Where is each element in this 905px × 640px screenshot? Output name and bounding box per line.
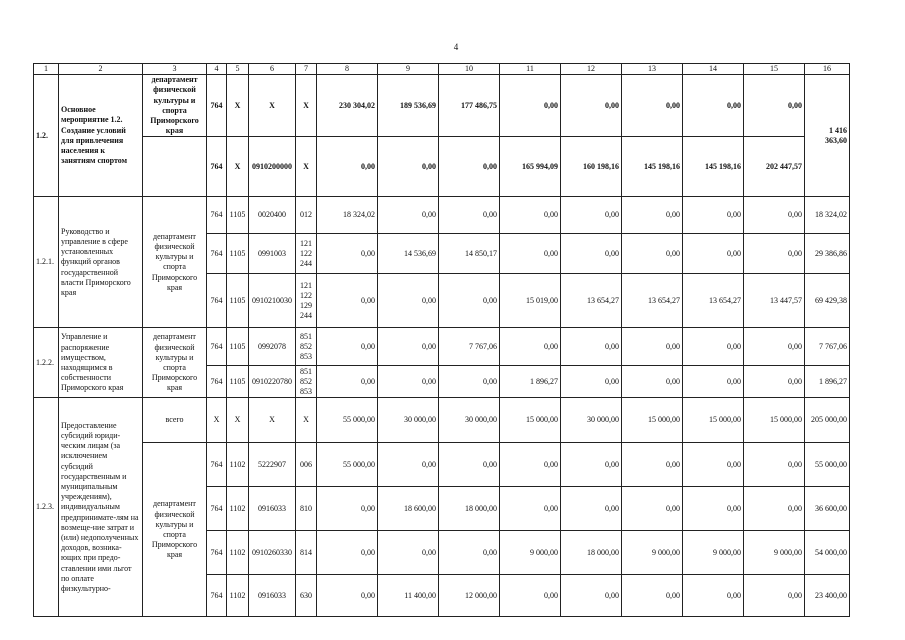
rzpr-cell: 1105 bbox=[227, 328, 249, 366]
vr-cell bbox=[296, 328, 317, 366]
vr-code: 244 bbox=[300, 259, 312, 269]
vr-code: 814 bbox=[300, 547, 312, 557]
grbs-cell: 764 bbox=[207, 443, 227, 487]
header-cell: 12 bbox=[561, 64, 622, 75]
value-cell: 18 000,00 bbox=[561, 531, 622, 575]
executor-cell: департамент физической культуры и спорта Приморского края bbox=[143, 197, 207, 328]
value-cell: 0,00 bbox=[683, 234, 744, 274]
item-number: 1.2.1. bbox=[34, 197, 59, 328]
grbs-cell: 764 bbox=[207, 575, 227, 617]
value-cell: 0,00 bbox=[561, 443, 622, 487]
grbs-cell: 764 bbox=[207, 75, 227, 137]
rzpr-cell: 1105 bbox=[227, 274, 249, 328]
value-cell: 0,00 bbox=[683, 575, 744, 617]
header-cell: 1 bbox=[34, 64, 59, 75]
value-cell: 0,00 bbox=[439, 197, 500, 234]
value-cell: 0,00 bbox=[317, 575, 378, 617]
vr-code: 122 bbox=[300, 248, 312, 258]
value-cell: 0,00 bbox=[317, 137, 378, 197]
value-cell: 0,00 bbox=[439, 137, 500, 197]
csr-cell: 0916033 bbox=[249, 487, 296, 531]
value-cell: 0,00 bbox=[317, 274, 378, 328]
executor-cell: департамент физической культуры и спорта Приморского края bbox=[143, 328, 207, 398]
vr-code: 121 bbox=[300, 238, 312, 248]
csr-cell: 0910210030 bbox=[249, 274, 296, 328]
csr-cell: 0910200000 bbox=[249, 137, 296, 197]
value-cell: 0,00 bbox=[317, 531, 378, 575]
value-cell: 15 000,00 bbox=[622, 398, 683, 443]
value-cell: 18 324,02 bbox=[317, 197, 378, 234]
grbs-cell: 764 bbox=[207, 197, 227, 234]
item-name: Предоставление субсидий юриди-ческим лицам (за исключением субсидий государственным и муниципальным учреждениям), индивидуальным предпринимате-лям на возмеще-ние затрат и (или) недополученных доходов, возника-ющих при предо-ставлении ими льгот по оплате физкультурно- bbox=[59, 398, 143, 617]
rzpr-cell: 1105 bbox=[227, 197, 249, 234]
value-cell: 55 000,00 bbox=[805, 443, 850, 487]
value-cell: 0,00 bbox=[683, 443, 744, 487]
value-cell: 0,00 bbox=[683, 366, 744, 398]
value-cell: 0,00 bbox=[500, 197, 561, 234]
value-cell: 0,00 bbox=[744, 328, 805, 366]
value-cell: 7 767,06 bbox=[439, 328, 500, 366]
value-cell: 145 198,16 bbox=[683, 137, 744, 197]
value-cell: 14 536,69 bbox=[378, 234, 439, 274]
value-cell: 23 400,00 bbox=[805, 575, 850, 617]
table-body bbox=[34, 64, 850, 617]
vr-code: 853 bbox=[300, 352, 312, 362]
value-cell: 160 198,16 bbox=[561, 137, 622, 197]
value-cell: 0,00 bbox=[744, 366, 805, 398]
value-cell: 0,00 bbox=[561, 234, 622, 274]
vr-code: 851 bbox=[300, 331, 312, 341]
value-cell: 0,00 bbox=[622, 366, 683, 398]
value-cell: 0,00 bbox=[561, 328, 622, 366]
value-cell: 0,00 bbox=[744, 575, 805, 617]
value-cell: 0,00 bbox=[500, 328, 561, 366]
vr-cell: X bbox=[296, 398, 317, 443]
vr-cell bbox=[296, 487, 317, 531]
value-cell: 15 000,00 bbox=[500, 398, 561, 443]
value-cell: 0,00 bbox=[622, 328, 683, 366]
item-name: Основное мероприятие 1.2. Создание условий для привлечения населения к занятиям спортом bbox=[59, 75, 143, 197]
rzpr-cell: 1105 bbox=[227, 234, 249, 274]
value-cell: 9 000,00 bbox=[500, 531, 561, 575]
value-cell: 18 000,00 bbox=[439, 487, 500, 531]
value-cell: 15 000,00 bbox=[744, 398, 805, 443]
value-cell: 0,00 bbox=[622, 197, 683, 234]
vr-code: 122 bbox=[300, 290, 312, 300]
rzpr-cell: 1102 bbox=[227, 443, 249, 487]
vr-cell: X bbox=[296, 137, 317, 197]
grbs-cell: 764 bbox=[207, 234, 227, 274]
table-row bbox=[34, 75, 850, 137]
value-cell: 0,00 bbox=[683, 197, 744, 234]
value-cell: 0,00 bbox=[561, 487, 622, 531]
table-row bbox=[34, 197, 850, 234]
value-cell: 0,00 bbox=[378, 328, 439, 366]
csr-cell: 0991003 bbox=[249, 234, 296, 274]
rzpr-cell: 1102 bbox=[227, 487, 249, 531]
executor-cell: департамент физической культуры и спорта Приморского края bbox=[143, 443, 207, 617]
value-cell: 14 850,17 bbox=[439, 234, 500, 274]
value-cell: 230 304,02 bbox=[317, 75, 378, 137]
total-cell: 1 416 363,60 bbox=[805, 75, 850, 197]
header-cell: 5 bbox=[227, 64, 249, 75]
grbs-cell: 764 bbox=[207, 328, 227, 366]
grbs-cell: 764 bbox=[207, 531, 227, 575]
value-cell: 0,00 bbox=[439, 443, 500, 487]
item-number: 1.2.2. bbox=[34, 328, 59, 398]
executor-cell: департамент физической культуры и спорта Приморского края bbox=[143, 75, 207, 137]
value-cell: 0,00 bbox=[744, 443, 805, 487]
value-cell: 0,00 bbox=[561, 575, 622, 617]
value-cell: 9 000,00 bbox=[683, 531, 744, 575]
item-number: 1.2.3. bbox=[34, 398, 59, 617]
vr-code: 006 bbox=[300, 459, 312, 469]
value-cell: 0,00 bbox=[622, 234, 683, 274]
item-name: Руководство и управление в сфере установленных функций органов государственной власти Приморского края bbox=[59, 197, 143, 328]
value-cell: 0,00 bbox=[683, 328, 744, 366]
value-cell: 0,00 bbox=[317, 366, 378, 398]
value-cell: 30 000,00 bbox=[561, 398, 622, 443]
header-cell: 10 bbox=[439, 64, 500, 75]
value-cell: 0,00 bbox=[622, 75, 683, 137]
table-row bbox=[34, 443, 850, 487]
value-cell: 18 600,00 bbox=[378, 487, 439, 531]
header-cell: 3 bbox=[143, 64, 207, 75]
vr-cell bbox=[296, 234, 317, 274]
grbs-cell: 764 bbox=[207, 274, 227, 328]
vr-code: 244 bbox=[300, 311, 312, 321]
executor-cell: всего bbox=[143, 398, 207, 443]
grbs-cell: 764 bbox=[207, 487, 227, 531]
rzpr-cell: 1105 bbox=[227, 366, 249, 398]
header-row bbox=[34, 64, 850, 75]
vr-code: 853 bbox=[300, 387, 312, 397]
value-cell: 0,00 bbox=[378, 197, 439, 234]
value-cell: 0,00 bbox=[500, 575, 561, 617]
value-cell: 15 000,00 bbox=[683, 398, 744, 443]
value-cell: 0,00 bbox=[439, 274, 500, 328]
value-cell: 18 324,02 bbox=[805, 197, 850, 234]
csr-cell: 0020400 bbox=[249, 197, 296, 234]
value-cell: 0,00 bbox=[622, 575, 683, 617]
value-cell: 0,00 bbox=[500, 487, 561, 531]
vr-code: 810 bbox=[300, 503, 312, 513]
value-cell: 0,00 bbox=[744, 487, 805, 531]
vr-code: 129 bbox=[300, 300, 312, 310]
table-row bbox=[34, 137, 850, 197]
value-cell: 11 400,00 bbox=[378, 575, 439, 617]
csr-cell: X bbox=[249, 75, 296, 137]
value-cell: 0,00 bbox=[622, 487, 683, 531]
vr-cell bbox=[296, 443, 317, 487]
value-cell: 13 654,27 bbox=[561, 274, 622, 328]
vr-code: 851 bbox=[300, 366, 312, 376]
value-cell: 0,00 bbox=[561, 75, 622, 137]
value-cell: 145 198,16 bbox=[622, 137, 683, 197]
value-cell: 0,00 bbox=[744, 234, 805, 274]
csr-cell: 0910220780 bbox=[249, 366, 296, 398]
value-cell: 202 447,57 bbox=[744, 137, 805, 197]
header-cell: 16 bbox=[805, 64, 850, 75]
rzpr-cell: X bbox=[227, 398, 249, 443]
header-cell: 8 bbox=[317, 64, 378, 75]
value-cell: 177 486,75 bbox=[439, 75, 500, 137]
vr-code: 852 bbox=[300, 341, 312, 351]
item-name: Управление и распоряжение имуществом, находящимся в собственности Приморского края bbox=[59, 328, 143, 398]
vr-code: 012 bbox=[300, 210, 312, 220]
value-cell: 7 767,06 bbox=[805, 328, 850, 366]
header-cell: 14 bbox=[683, 64, 744, 75]
rzpr-cell: 1102 bbox=[227, 531, 249, 575]
csr-cell: 0910260330 bbox=[249, 531, 296, 575]
header-cell: 9 bbox=[378, 64, 439, 75]
vr-cell bbox=[296, 366, 317, 398]
value-cell: 0,00 bbox=[378, 531, 439, 575]
value-cell: 0,00 bbox=[683, 487, 744, 531]
header-cell: 7 bbox=[296, 64, 317, 75]
value-cell: 0,00 bbox=[561, 366, 622, 398]
value-cell: 36 600,00 bbox=[805, 487, 850, 531]
grbs-cell: 764 bbox=[207, 137, 227, 197]
value-cell: 0,00 bbox=[683, 75, 744, 137]
table-row bbox=[34, 398, 850, 443]
value-cell: 69 429,38 bbox=[805, 274, 850, 328]
value-cell: 12 000,00 bbox=[439, 575, 500, 617]
value-cell: 0,00 bbox=[439, 366, 500, 398]
page-number: 4 bbox=[453, 42, 459, 52]
vr-cell bbox=[296, 531, 317, 575]
header-cell: 11 bbox=[500, 64, 561, 75]
grbs-cell: 764 bbox=[207, 366, 227, 398]
value-cell: 0,00 bbox=[439, 531, 500, 575]
value-cell: 9 000,00 bbox=[744, 531, 805, 575]
vr-cell bbox=[296, 575, 317, 617]
value-cell: 55 000,00 bbox=[317, 443, 378, 487]
value-cell: 0,00 bbox=[622, 443, 683, 487]
vr-cell bbox=[296, 274, 317, 328]
item-number: 1.2. bbox=[34, 75, 59, 197]
value-cell: 15 019,00 bbox=[500, 274, 561, 328]
value-cell: 13 654,27 bbox=[683, 274, 744, 328]
rzpr-cell: X bbox=[227, 137, 249, 197]
value-cell: 0,00 bbox=[378, 274, 439, 328]
csr-cell: X bbox=[249, 398, 296, 443]
value-cell: 13 654,27 bbox=[622, 274, 683, 328]
value-cell: 1 896,27 bbox=[805, 366, 850, 398]
rzpr-cell: 1102 bbox=[227, 575, 249, 617]
header-cell: 15 bbox=[744, 64, 805, 75]
budget-table bbox=[33, 63, 850, 617]
csr-cell: 5222907 bbox=[249, 443, 296, 487]
table-row bbox=[34, 328, 850, 366]
value-cell: 0,00 bbox=[500, 75, 561, 137]
csr-cell: 0992078 bbox=[249, 328, 296, 366]
vr-code: 852 bbox=[300, 376, 312, 386]
header-cell: 2 bbox=[59, 64, 143, 75]
rzpr-cell: X bbox=[227, 75, 249, 137]
header-cell: 4 bbox=[207, 64, 227, 75]
value-cell: 29 386,86 bbox=[805, 234, 850, 274]
value-cell: 0,00 bbox=[378, 137, 439, 197]
vr-cell: X bbox=[296, 75, 317, 137]
vr-code: 630 bbox=[300, 590, 312, 600]
value-cell: 0,00 bbox=[500, 234, 561, 274]
csr-cell: 0916033 bbox=[249, 575, 296, 617]
value-cell: 0,00 bbox=[744, 197, 805, 234]
value-cell: 0,00 bbox=[378, 366, 439, 398]
value-cell: 0,00 bbox=[378, 443, 439, 487]
value-cell: 0,00 bbox=[744, 75, 805, 137]
grbs-cell: X bbox=[207, 398, 227, 443]
value-cell: 30 000,00 bbox=[378, 398, 439, 443]
value-cell: 0,00 bbox=[561, 197, 622, 234]
vr-code: 121 bbox=[300, 280, 312, 290]
value-cell: 0,00 bbox=[317, 487, 378, 531]
value-cell: 165 994,09 bbox=[500, 137, 561, 197]
header-cell: 13 bbox=[622, 64, 683, 75]
value-cell: 9 000,00 bbox=[622, 531, 683, 575]
value-cell: 0,00 bbox=[317, 328, 378, 366]
value-cell: 55 000,00 bbox=[317, 398, 378, 443]
value-cell: 0,00 bbox=[500, 443, 561, 487]
value-cell: 0,00 bbox=[317, 234, 378, 274]
value-cell: 1 896,27 bbox=[500, 366, 561, 398]
vr-cell bbox=[296, 197, 317, 234]
value-cell: 54 000,00 bbox=[805, 531, 850, 575]
header-cell: 6 bbox=[249, 64, 296, 75]
value-cell: 189 536,69 bbox=[378, 75, 439, 137]
executor-cell-empty bbox=[143, 137, 207, 197]
value-cell: 205 000,00 bbox=[805, 398, 850, 443]
value-cell: 13 447,57 bbox=[744, 274, 805, 328]
value-cell: 30 000,00 bbox=[439, 398, 500, 443]
